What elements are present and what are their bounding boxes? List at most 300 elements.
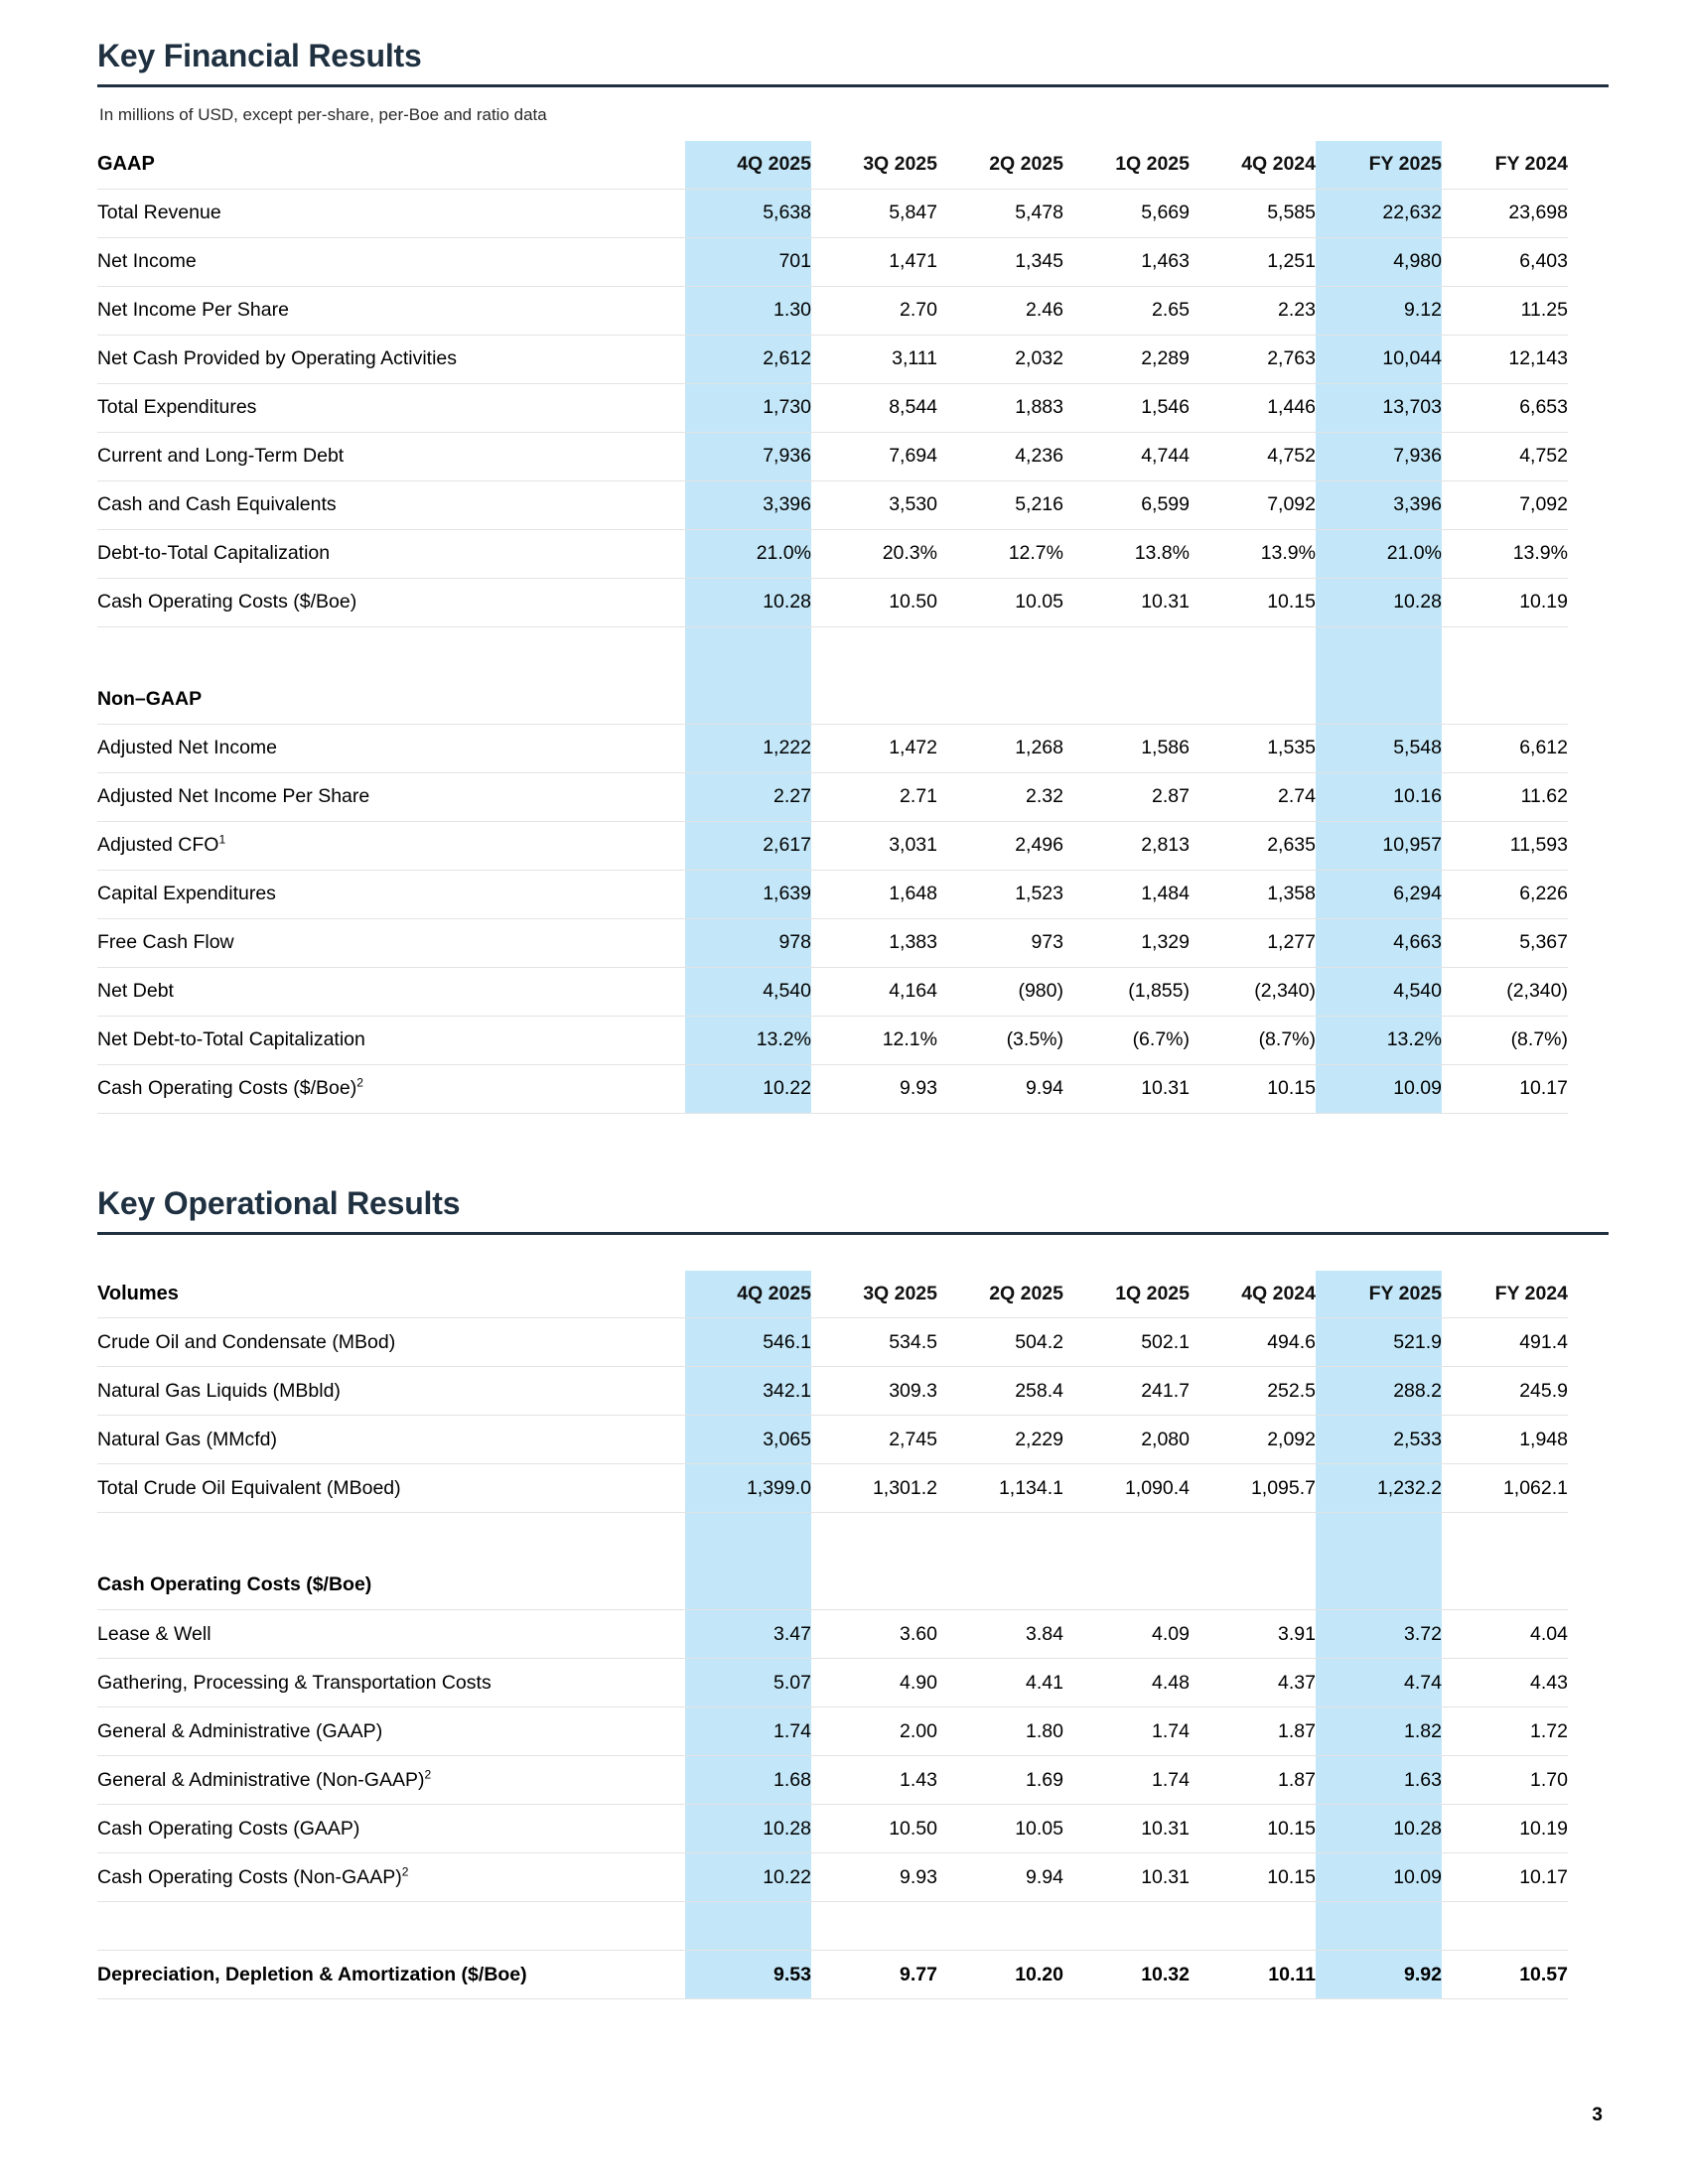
table-row <box>97 1610 1568 1659</box>
table-cell-value: 1,383 <box>811 918 937 967</box>
table-cell-value: 521.9 <box>1316 1318 1442 1367</box>
table-cell-value: 5,478 <box>937 189 1063 237</box>
table-header-row <box>97 1271 1568 1318</box>
row-label: Cash Operating Costs (GAAP) <box>97 1805 685 1853</box>
table-cell-value <box>1316 1562 1442 1610</box>
table-cell-value <box>1442 1562 1568 1610</box>
table-cell-value: 2,092 <box>1190 1416 1316 1464</box>
table-cell-value: 11,593 <box>1442 821 1568 870</box>
table-cell-value: 1,329 <box>1063 918 1190 967</box>
table-cell-value: 10.15 <box>1190 1853 1316 1902</box>
column-header: 4Q 2025 <box>685 141 811 189</box>
table-cell-value: 10.31 <box>1063 578 1190 626</box>
table-row <box>97 1016 1568 1064</box>
table-row <box>97 1064 1568 1113</box>
column-header: 3Q 2025 <box>811 1271 937 1318</box>
column-header: 2Q 2025 <box>937 141 1063 189</box>
column-header: FY 2025 <box>1316 141 1442 189</box>
table-cell-value: (6.7%) <box>1063 1016 1190 1064</box>
table-cell-value: 9.92 <box>1316 1951 1442 1999</box>
table-cell-value: 13.2% <box>1316 1016 1442 1064</box>
table-cell-value: 1,301.2 <box>811 1464 937 1513</box>
table-cell-value: 2.46 <box>937 286 1063 335</box>
table-cell-value: (2,340) <box>1442 967 1568 1016</box>
table-cell-value: 3,031 <box>811 821 937 870</box>
table-cell-value: 1.69 <box>937 1756 1063 1805</box>
table-cell-value: 10,044 <box>1316 335 1442 383</box>
table-cell-value: 4,980 <box>1316 237 1442 286</box>
table-row <box>97 480 1568 529</box>
spacer-cell <box>685 1513 811 1562</box>
column-header: 4Q 2024 <box>1190 141 1316 189</box>
table-cell-value: 6,599 <box>1063 480 1190 529</box>
table-header-row <box>97 141 1568 189</box>
row-label: Cash Operating Costs (Non-GAAP)$^2$ <box>97 1853 685 1902</box>
table-cell-value: 4.04 <box>1442 1610 1568 1659</box>
table-cell-value: 10.17 <box>1442 1853 1568 1902</box>
table-cell-value: 1.70 <box>1442 1756 1568 1805</box>
table-cell-value: 1.63 <box>1316 1756 1442 1805</box>
table-cell-value: 5,669 <box>1063 189 1190 237</box>
table-cell-value: 10.15 <box>1190 1064 1316 1113</box>
table-cell-value: 1.30 <box>685 286 811 335</box>
table-cell-value: 10.31 <box>1063 1805 1190 1853</box>
column-header: 3Q 2025 <box>811 141 937 189</box>
table-cell-value: 13,703 <box>1316 383 1442 432</box>
table-cell-value: 1,463 <box>1063 237 1190 286</box>
table-cell-value: 6,653 <box>1442 383 1568 432</box>
table-cell-value: 4,752 <box>1442 432 1568 480</box>
column-header: 4Q 2025 <box>685 1271 811 1318</box>
table-cell-value: 10.28 <box>685 1805 811 1853</box>
table-cell-value <box>1190 1562 1316 1610</box>
table-cell-value: 10.28 <box>1316 578 1442 626</box>
row-label: Gathering, Processing & Transportation Costs <box>97 1659 685 1707</box>
table-cell-value <box>937 675 1063 724</box>
row-label: Lease & Well <box>97 1610 685 1659</box>
table-cell-value: 4,236 <box>937 432 1063 480</box>
financial-section-title: Key Financial Results <box>97 38 422 73</box>
table-cell-value: 1,277 <box>1190 918 1316 967</box>
table-row <box>97 1318 1568 1367</box>
table-cell-value: 1.43 <box>811 1756 937 1805</box>
table-cell-value: 3,396 <box>1316 480 1442 529</box>
table-cell-value: 4.09 <box>1063 1610 1190 1659</box>
table-cell-value: 5,847 <box>811 189 937 237</box>
table-cell-value: 10.31 <box>1063 1064 1190 1113</box>
financial-table <box>97 141 1568 1114</box>
table-cell-value: 5,216 <box>937 480 1063 529</box>
table-cell-value: 13.9% <box>1442 529 1568 578</box>
row-label: Total Revenue <box>97 189 685 237</box>
table-cell-value <box>685 675 811 724</box>
table-cell-value: 10.09 <box>1316 1853 1442 1902</box>
table-cell-value: 10,957 <box>1316 821 1442 870</box>
table-cell-value: 22,632 <box>1316 189 1442 237</box>
table-cell-value: (8.7%) <box>1190 1016 1316 1064</box>
table-cell-value: 3.47 <box>685 1610 811 1659</box>
table-spacer-row <box>97 1902 1568 1951</box>
row-label: Current and Long-Term Debt <box>97 432 685 480</box>
table-cell-value <box>685 1562 811 1610</box>
table-cell-value: 2,635 <box>1190 821 1316 870</box>
table-cell-value: 4,540 <box>685 967 811 1016</box>
spacer-cell <box>685 626 811 675</box>
table-cell-value: 12.1% <box>811 1016 937 1064</box>
table-row <box>97 1805 1568 1853</box>
footnote-marker: 2 <box>356 1075 363 1090</box>
table-cell-value: 1.82 <box>1316 1707 1442 1756</box>
table-cell-value: 9.93 <box>811 1853 937 1902</box>
table-cell-value: 11.25 <box>1442 286 1568 335</box>
spacer-cell <box>1442 1513 1568 1562</box>
table-cell-value: 4,663 <box>1316 918 1442 967</box>
table-cell-value: 7,092 <box>1190 480 1316 529</box>
table-cell-value: 504.2 <box>937 1318 1063 1367</box>
table-cell-value: 1,639 <box>685 870 811 918</box>
spacer-cell <box>1190 1513 1316 1562</box>
table-row <box>97 1853 1568 1902</box>
table-cell-value: 1.74 <box>1063 1707 1190 1756</box>
column-header: 1Q 2025 <box>1063 141 1190 189</box>
table-cell-value: 534.5 <box>811 1318 937 1367</box>
table-group-row <box>97 1562 1568 1610</box>
volumes-group-label: Volumes <box>97 1271 685 1318</box>
table-cell-value: 3,111 <box>811 335 937 383</box>
table-cell-value: 10.22 <box>685 1064 811 1113</box>
table-cell-value: 1,222 <box>685 724 811 772</box>
table-cell-value: 21.0% <box>1316 529 1442 578</box>
table-cell-value: 10.09 <box>1316 1064 1442 1113</box>
footnote-marker: 2 <box>424 1767 432 1781</box>
table-cell-value: 4,164 <box>811 967 937 1016</box>
table-cell-value: 2,763 <box>1190 335 1316 383</box>
table-cell-value: 5,548 <box>1316 724 1442 772</box>
row-label: Adjusted Net Income <box>97 724 685 772</box>
table-cell-value: 9.77 <box>811 1951 937 1999</box>
column-header: 2Q 2025 <box>937 1271 1063 1318</box>
table-cell-value: 1,446 <box>1190 383 1316 432</box>
table-cell-value: 9.94 <box>937 1853 1063 1902</box>
table-cell-value: 2,289 <box>1063 335 1190 383</box>
table-cell-value: 2,745 <box>811 1416 937 1464</box>
table-cell-value: 1,232.2 <box>1316 1464 1442 1513</box>
row-label: Adjusted Net Income Per Share <box>97 772 685 821</box>
spacer-cell <box>1190 626 1316 675</box>
table-cell-value: 4.74 <box>1316 1659 1442 1707</box>
table-cell-value <box>811 1562 937 1610</box>
spacer-cell <box>97 626 685 675</box>
column-header: FY 2025 <box>1316 1271 1442 1318</box>
table-row <box>97 1659 1568 1707</box>
spacer-cell <box>811 626 937 675</box>
column-header: 1Q 2025 <box>1063 1271 1190 1318</box>
spacer-cell <box>1316 1513 1442 1562</box>
row-label: Cash Operating Costs ($/Boe) <box>97 578 685 626</box>
table-cell-value: 9.94 <box>937 1064 1063 1113</box>
table-cell-value: 1,730 <box>685 383 811 432</box>
row-label: Crude Oil and Condensate (MBod) <box>97 1318 685 1367</box>
table-cell-value: 1,471 <box>811 237 937 286</box>
spacer-cell <box>937 1902 1063 1951</box>
table-cell-value: 10.15 <box>1190 578 1316 626</box>
spacer-cell <box>937 626 1063 675</box>
operational-section-title: Key Operational Results <box>97 1184 461 1221</box>
table-row <box>97 918 1568 967</box>
row-label: Net Debt-to-Total Capitalization <box>97 1016 685 1064</box>
table-row <box>97 432 1568 480</box>
spacer-cell <box>97 1902 685 1951</box>
table-cell-value: 2.87 <box>1063 772 1190 821</box>
table-cell-value: 6,294 <box>1316 870 1442 918</box>
row-label: Natural Gas Liquids (MBbld) <box>97 1367 685 1416</box>
table-cell-value: 1.72 <box>1442 1707 1568 1756</box>
table-cell-value: 1.87 <box>1190 1756 1316 1805</box>
table-row <box>97 335 1568 383</box>
spacer-cell <box>97 1513 685 1562</box>
financial-section-rule <box>97 84 1609 87</box>
gaap-group-label: GAAP <box>97 141 685 189</box>
table-cell-value: 288.2 <box>1316 1367 1442 1416</box>
table-cell-value: 4.90 <box>811 1659 937 1707</box>
table-cell-value: 491.4 <box>1442 1318 1568 1367</box>
financial-section <box>79 38 1609 1114</box>
table-cell-value: 1,586 <box>1063 724 1190 772</box>
table-cell-value: 13.9% <box>1190 529 1316 578</box>
table-cell-value: 2.32 <box>937 772 1063 821</box>
table-cell-value <box>1316 675 1442 724</box>
table-group-row <box>97 675 1568 724</box>
table-cell-value: 10.57 <box>1442 1951 1568 1999</box>
nongaap-group-label: Non–GAAP <box>97 675 685 724</box>
spacer-cell <box>1190 1902 1316 1951</box>
table-cell-value: 4,540 <box>1316 967 1442 1016</box>
table-cell-value: 13.2% <box>685 1016 811 1064</box>
table-row <box>97 529 1568 578</box>
spacer-cell <box>1063 1513 1190 1562</box>
table-cell-value: 342.1 <box>685 1367 811 1416</box>
table-spacer-row <box>97 1513 1568 1562</box>
table-cell-value: 1,134.1 <box>937 1464 1063 1513</box>
table-cell-value: 1.80 <box>937 1707 1063 1756</box>
table-cell-value: 10.50 <box>811 578 937 626</box>
row-label: Net Income <box>97 237 685 286</box>
row-label: Debt-to-Total Capitalization <box>97 529 685 578</box>
table-cell-value: 5,638 <box>685 189 811 237</box>
spacer-cell <box>685 1902 811 1951</box>
table-cell-value: 1,883 <box>937 383 1063 432</box>
table-cell-value: 2.00 <box>811 1707 937 1756</box>
table-cell-value: 2,533 <box>1316 1416 1442 1464</box>
table-cell-value: 1,535 <box>1190 724 1316 772</box>
table-cell-value: 23,698 <box>1442 189 1568 237</box>
table-cell-value <box>1063 675 1190 724</box>
table-cell-value: 20.3% <box>811 529 937 578</box>
row-label: General & Administrative (Non-GAAP)$^2$ <box>97 1756 685 1805</box>
table-cell-value: 1.68 <box>685 1756 811 1805</box>
table-cell-value: 2.71 <box>811 772 937 821</box>
table-cell-value: 10.50 <box>811 1805 937 1853</box>
table-cell-value: 3.84 <box>937 1610 1063 1659</box>
row-label: Net Income Per Share <box>97 286 685 335</box>
table-cell-value: 252.5 <box>1190 1367 1316 1416</box>
table-cell-value: 1,546 <box>1063 383 1190 432</box>
table-row <box>97 237 1568 286</box>
table-cell-value: 10.31 <box>1063 1853 1190 1902</box>
table-cell-value: 9.53 <box>685 1951 811 1999</box>
table-cell-value: 2.70 <box>811 286 937 335</box>
column-header: 4Q 2024 <box>1190 1271 1316 1318</box>
table-cell-value <box>1190 675 1316 724</box>
footnote-marker: 1 <box>218 832 226 847</box>
spacer-cell <box>1442 626 1568 675</box>
row-label: General & Administrative (GAAP) <box>97 1707 685 1756</box>
row-label: Net Debt <box>97 967 685 1016</box>
footnote-marker: 2 <box>401 1864 409 1878</box>
table-cell-value: 4.37 <box>1190 1659 1316 1707</box>
table-row <box>97 724 1568 772</box>
table-cell-value: 7,092 <box>1442 480 1568 529</box>
table-cell-value: 3,530 <box>811 480 937 529</box>
row-label: Depreciation, Depletion & Amortization ($/Boe) <box>97 1951 685 1999</box>
cash-operating-costs-group-label: Cash Operating Costs ($/Boe) <box>97 1562 685 1610</box>
table-cell-value: 4.48 <box>1063 1659 1190 1707</box>
table-cell-value: 1,399.0 <box>685 1464 811 1513</box>
page-number: 3 <box>1592 2105 1603 2125</box>
table-cell-value: 9.93 <box>811 1064 937 1113</box>
spacer-cell <box>811 1513 937 1562</box>
table-row <box>97 286 1568 335</box>
table-cell-value <box>937 1562 1063 1610</box>
table-cell-value: 10.15 <box>1190 1805 1316 1853</box>
table-cell-value: 546.1 <box>685 1318 811 1367</box>
row-label: Total Expenditures <box>97 383 685 432</box>
table-cell-value: 4.43 <box>1442 1659 1568 1707</box>
spacer-cell <box>1063 626 1190 675</box>
table-cell-value: 1,472 <box>811 724 937 772</box>
table-cell-value <box>1063 1562 1190 1610</box>
table-cell-value: 1,345 <box>937 237 1063 286</box>
table-cell-value: 10.19 <box>1442 578 1568 626</box>
table-row <box>97 1367 1568 1416</box>
table-cell-value: 3,396 <box>685 480 811 529</box>
row-label: Free Cash Flow <box>97 918 685 967</box>
table-cell-value: (980) <box>937 967 1063 1016</box>
table-cell-value: 10.22 <box>685 1853 811 1902</box>
table-cell-value: 12.7% <box>937 529 1063 578</box>
table-cell-value: 10.11 <box>1190 1951 1316 1999</box>
table-cell-value: 2,080 <box>1063 1416 1190 1464</box>
row-label: Adjusted CFO$^1$ <box>97 821 685 870</box>
table-row <box>97 383 1568 432</box>
table-row <box>97 821 1568 870</box>
table-cell-value: 4,744 <box>1063 432 1190 480</box>
row-label: Total Crude Oil Equivalent (MBoed) <box>97 1464 685 1513</box>
table-cell-value: 10.17 <box>1442 1064 1568 1113</box>
table-cell-value: 3.60 <box>811 1610 937 1659</box>
table-cell-value: 1,268 <box>937 724 1063 772</box>
table-cell-value: (3.5%) <box>937 1016 1063 1064</box>
table-cell-value: 2,612 <box>685 335 811 383</box>
dda-row <box>97 1951 1568 1999</box>
table-cell-value: 6,403 <box>1442 237 1568 286</box>
table-cell-value: 1,090.4 <box>1063 1464 1190 1513</box>
table-cell-value: 6,226 <box>1442 870 1568 918</box>
table-cell-value: 1,251 <box>1190 237 1316 286</box>
table-cell-value: 1,484 <box>1063 870 1190 918</box>
table-row <box>97 1756 1568 1805</box>
row-label: Cash Operating Costs ($/Boe)$^2$ <box>97 1064 685 1113</box>
table-cell-value: 2.27 <box>685 772 811 821</box>
table-cell-value: 10.28 <box>1316 1805 1442 1853</box>
spacer-cell <box>1442 1902 1568 1951</box>
table-cell-value <box>1442 675 1568 724</box>
table-cell-value: 1.87 <box>1190 1707 1316 1756</box>
table-row <box>97 578 1568 626</box>
table-cell-value: 10.16 <box>1316 772 1442 821</box>
table-cell-value: 7,936 <box>685 432 811 480</box>
table-cell-value: 3.91 <box>1190 1610 1316 1659</box>
table-cell-value: 978 <box>685 918 811 967</box>
table-cell-value: 494.6 <box>1190 1318 1316 1367</box>
table-row <box>97 1707 1568 1756</box>
table-cell-value: (2,340) <box>1190 967 1316 1016</box>
table-cell-value: 10.19 <box>1442 1805 1568 1853</box>
spacer-cell <box>1063 1902 1190 1951</box>
spacer-cell <box>811 1902 937 1951</box>
table-cell-value: 9.12 <box>1316 286 1442 335</box>
spacer-cell <box>937 1513 1063 1562</box>
table-cell-value: 4,752 <box>1190 432 1316 480</box>
table-cell-value <box>811 675 937 724</box>
table-cell-value: 1,095.7 <box>1190 1464 1316 1513</box>
table-cell-value: 8,544 <box>811 383 937 432</box>
table-cell-value: 5,367 <box>1442 918 1568 967</box>
table-cell-value: 1,358 <box>1190 870 1316 918</box>
table-cell-value: 1,523 <box>937 870 1063 918</box>
column-header: FY 2024 <box>1442 141 1568 189</box>
table-cell-value: 2.65 <box>1063 286 1190 335</box>
table-cell-value: 309.3 <box>811 1367 937 1416</box>
table-cell-value: 973 <box>937 918 1063 967</box>
table-row <box>97 189 1568 237</box>
table-cell-value: 4.41 <box>937 1659 1063 1707</box>
row-label: Cash and Cash Equivalents <box>97 480 685 529</box>
table-row <box>97 870 1568 918</box>
table-cell-value: 502.1 <box>1063 1318 1190 1367</box>
table-cell-value: 1,948 <box>1442 1416 1568 1464</box>
table-cell-value: 258.4 <box>937 1367 1063 1416</box>
financial-subtitle: In millions of USD, except per-share, per-Boe and ratio data <box>99 105 547 124</box>
table-cell-value: 1,648 <box>811 870 937 918</box>
table-cell-value: 11.62 <box>1442 772 1568 821</box>
table-cell-value: 21.0% <box>685 529 811 578</box>
operational-table <box>97 1271 1568 2000</box>
table-cell-value: 3,065 <box>685 1416 811 1464</box>
table-cell-value: 1,062.1 <box>1442 1464 1568 1513</box>
table-cell-value: 2,813 <box>1063 821 1190 870</box>
table-cell-value: 10.05 <box>937 1805 1063 1853</box>
table-cell-value: 5.07 <box>685 1659 811 1707</box>
table-cell-value: 1.74 <box>1063 1756 1190 1805</box>
table-cell-value: 2,617 <box>685 821 811 870</box>
operational-section <box>79 1185 1609 2000</box>
table-cell-value: 13.8% <box>1063 529 1190 578</box>
table-cell-value: 7,936 <box>1316 432 1442 480</box>
table-cell-value: 10.05 <box>937 578 1063 626</box>
table-spacer-row <box>97 626 1568 675</box>
row-label: Capital Expenditures <box>97 870 685 918</box>
